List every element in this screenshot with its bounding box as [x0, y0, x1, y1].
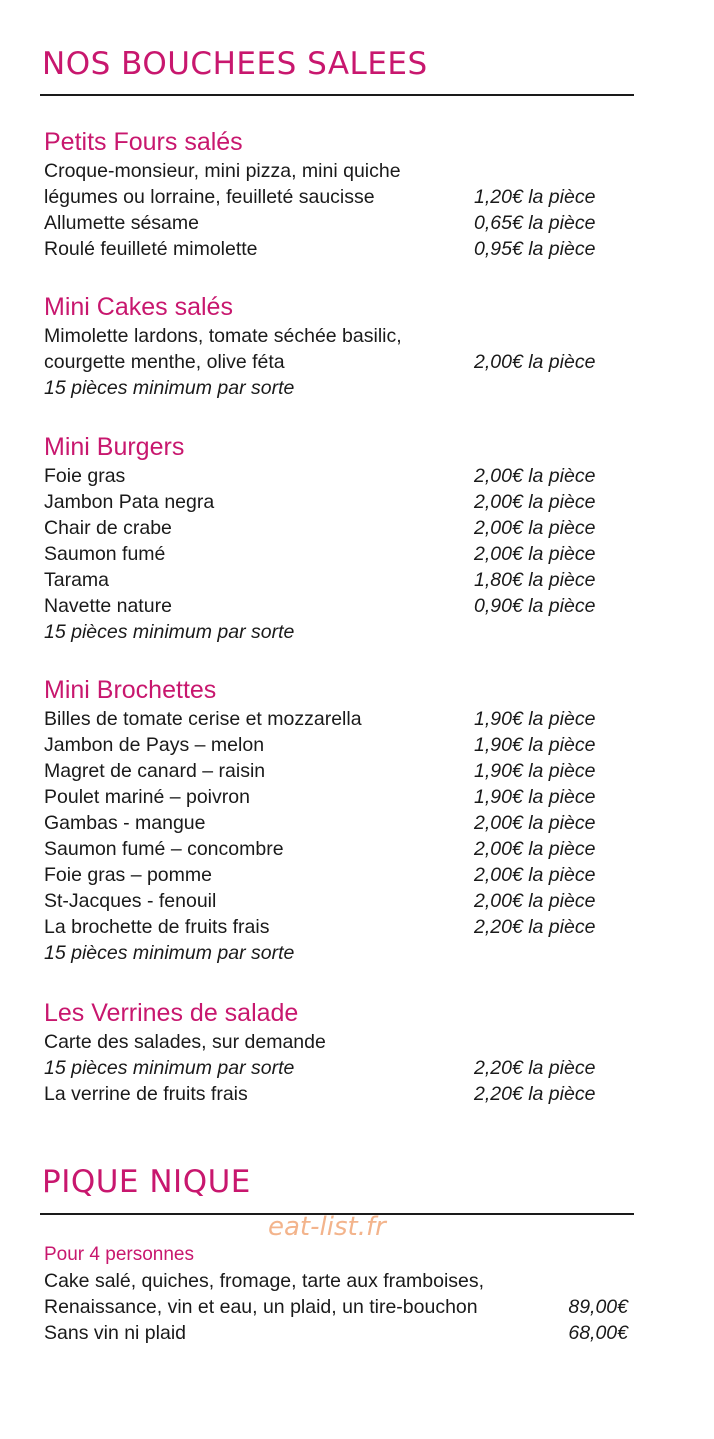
item-name: Saumon fumé – concombre [44, 838, 284, 860]
menu-item [44, 375, 624, 401]
item-name: 15 pièces minimum par sorte [44, 1057, 295, 1079]
item-price: 2,00€ la pièce [474, 351, 596, 373]
item-name: Foie gras [44, 465, 126, 487]
item-price: 2,00€ la pièce [474, 517, 596, 539]
item-price: 2,00€ la pièce [474, 491, 596, 513]
item-name: Allumette sésame [44, 212, 199, 234]
item-price: 0,65€ la pièce [474, 212, 596, 234]
item-price: 2,20€ la pièce [474, 916, 596, 938]
menu-section [44, 126, 624, 262]
menu-item [44, 619, 624, 645]
item-price: 89,00€ [568, 1296, 628, 1318]
item-name: courgette menthe, olive féta [44, 351, 285, 373]
title-divider [40, 94, 634, 96]
item-name: Sans vin ni plaid [44, 1322, 187, 1344]
item-name: Jambon Pata negra [44, 491, 215, 513]
item-price: 2,00€ la pièce [474, 838, 596, 860]
menu-item [44, 593, 624, 619]
menu-section [44, 291, 624, 401]
menu-item [44, 463, 624, 489]
menu-item [44, 323, 624, 349]
item-name: Cake salé, quiches, fromage, tarte aux framboises, [44, 1270, 485, 1292]
menu-item [44, 349, 624, 375]
menu-item [44, 836, 624, 862]
item-price: 68,00€ [568, 1322, 628, 1344]
menu-item [44, 1055, 624, 1081]
menu-item [44, 1268, 628, 1294]
menu-item [44, 184, 624, 210]
item-price: 2,00€ la pièce [474, 812, 596, 834]
menu-item [44, 914, 624, 940]
menu-section [44, 674, 624, 966]
item-name: Carte des salades, sur demande [44, 1031, 326, 1053]
pique-nique-title: PIQUE NIQUE [42, 1164, 251, 1200]
menu-item [44, 541, 624, 567]
menu-item [44, 1320, 628, 1346]
menu-item [44, 567, 624, 593]
menu-item [44, 1081, 624, 1107]
item-price: 2,00€ la pièce [474, 864, 596, 886]
item-name: La verrine de fruits frais [44, 1083, 248, 1105]
item-price: 1,90€ la pièce [474, 760, 596, 782]
item-name: Navette nature [44, 595, 172, 617]
item-name: Croque-monsieur, mini pizza, mini quiche [44, 160, 401, 182]
item-name: Roulé feuilleté mimolette [44, 238, 258, 260]
pique-nique-section [44, 1242, 628, 1346]
item-name: légumes ou lorraine, feuilleté saucisse [44, 186, 375, 208]
menu-item [44, 862, 624, 888]
item-price: 1,80€ la pièce [474, 569, 596, 591]
item-price: 0,90€ la pièce [474, 595, 596, 617]
menu-item [44, 706, 624, 732]
section-title: Petits Fours salés [44, 128, 243, 156]
watermark: eat-list.fr [268, 1212, 386, 1242]
item-name: Poulet mariné – poivron [44, 786, 250, 808]
menu-item [44, 810, 624, 836]
section-title: Les Verrines de salade [44, 999, 299, 1027]
menu-item [44, 888, 624, 914]
item-name: Tarama [44, 569, 110, 591]
item-name: St-Jacques - fenouil [44, 890, 217, 912]
item-name: La brochette de fruits frais [44, 916, 270, 938]
menu-item [44, 940, 624, 966]
item-name: Foie gras – pomme [44, 864, 212, 886]
menu-item [44, 732, 624, 758]
menu-item [44, 489, 624, 515]
item-price: 2,00€ la pièce [474, 465, 596, 487]
menu-section [44, 431, 624, 645]
item-name: Saumon fumé [44, 543, 166, 565]
menu-item [44, 515, 624, 541]
menu-item [44, 236, 624, 262]
item-name: Mimolette lardons, tomate séchée basilic, [44, 325, 402, 347]
menu-section [44, 997, 624, 1107]
item-price: 2,20€ la pièce [474, 1083, 596, 1105]
menu-item [44, 758, 624, 784]
item-name: 15 pièces minimum par sorte [44, 621, 295, 643]
section-title: Mini Brochettes [44, 676, 217, 704]
item-price: 1,90€ la pièce [474, 786, 596, 808]
item-price: 2,20€ la pièce [474, 1057, 596, 1079]
menu-item [44, 1029, 624, 1055]
menu-item [44, 158, 624, 184]
item-price: 2,00€ la pièce [474, 890, 596, 912]
item-price: 1,20€ la pièce [474, 186, 596, 208]
page-title: NOS BOUCHEES SALEES [42, 46, 428, 82]
item-name: Billes de tomate cerise et mozzarella [44, 708, 362, 730]
item-price: 1,90€ la pièce [474, 708, 596, 730]
section-title: Mini Burgers [44, 433, 185, 461]
item-price: 1,90€ la pièce [474, 734, 596, 756]
menu-item [44, 1294, 628, 1320]
section-title: Mini Cakes salés [44, 293, 233, 321]
item-name: 15 pièces minimum par sorte [44, 377, 295, 399]
menu-item [44, 784, 624, 810]
item-name: 15 pièces minimum par sorte [44, 942, 295, 964]
item-name: Magret de canard – raisin [44, 760, 266, 782]
item-name: Renaissance, vin et eau, un plaid, un tire-bouchon [44, 1296, 478, 1318]
item-name: Gambas - mangue [44, 812, 206, 834]
pique-nique-subtitle: Pour 4 personnes [44, 1244, 194, 1265]
item-price: 2,00€ la pièce [474, 543, 596, 565]
menu-item [44, 210, 624, 236]
item-price: 0,95€ la pièce [474, 238, 596, 260]
item-name: Chair de crabe [44, 517, 172, 539]
item-name: Jambon de Pays – melon [44, 734, 265, 756]
